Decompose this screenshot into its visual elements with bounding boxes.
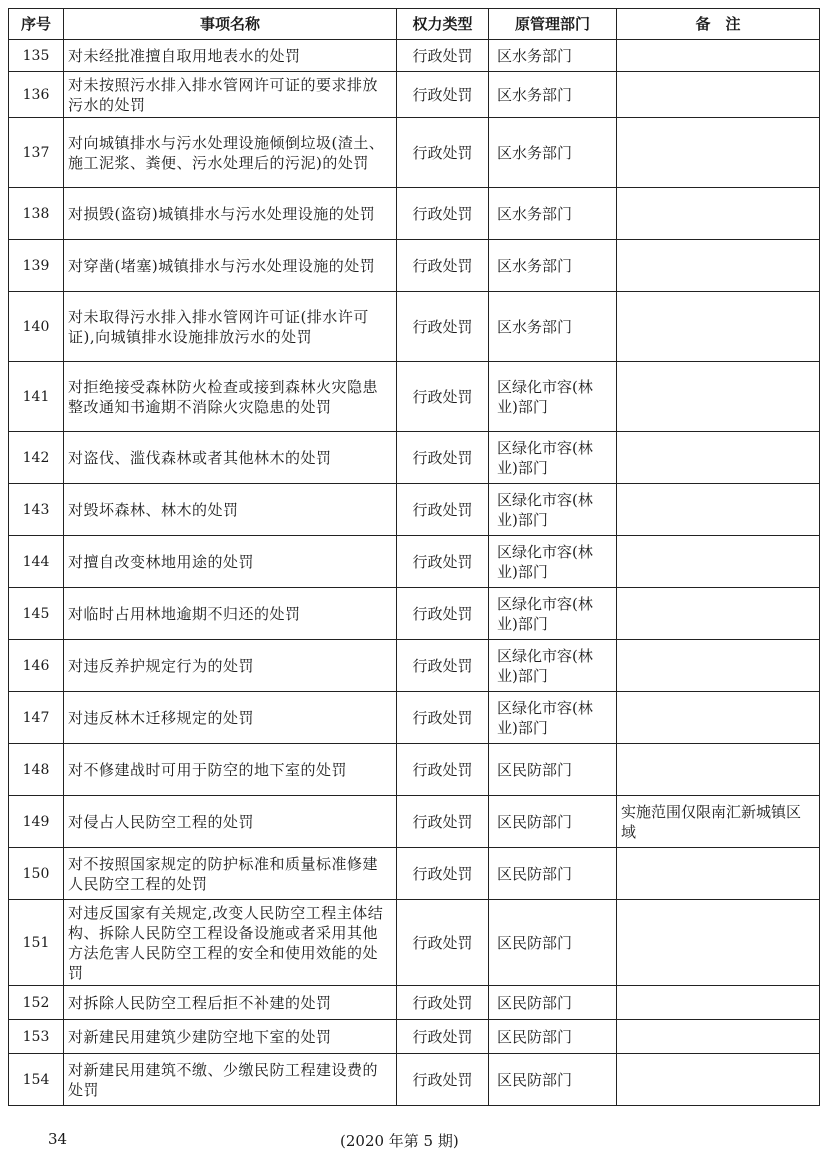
- remarks-cell: [617, 1020, 820, 1054]
- department-cell: 区民防部门: [489, 796, 617, 848]
- department-cell: 区民防部门: [489, 986, 617, 1020]
- power-type-cell: 行政处罚: [397, 188, 489, 240]
- department-cell: 区水务部门: [489, 40, 617, 72]
- administrative-penalty-table: [8, 8, 820, 1106]
- table-row: [9, 432, 820, 484]
- item-name-cell: 对擅自改变林地用途的处罚: [64, 536, 397, 588]
- item-name-cell: 对未经批准擅自取用地表水的处罚: [64, 40, 397, 72]
- power-type-cell: 行政处罚: [397, 640, 489, 692]
- department-cell: 区民防部门: [489, 1020, 617, 1054]
- serial-no-cell: 147: [9, 692, 64, 744]
- item-name-cell: 对不修建战时可用于防空的地下室的处罚: [64, 744, 397, 796]
- department-cell: 区绿化市容(林业)部门: [489, 640, 617, 692]
- department-cell: 区水务部门: [489, 240, 617, 292]
- table-row: [9, 900, 820, 986]
- table-row: [9, 362, 820, 432]
- item-name-cell: 对毁坏森林、林木的处罚: [64, 484, 397, 536]
- power-type-cell: 行政处罚: [397, 362, 489, 432]
- serial-no-cell: 145: [9, 588, 64, 640]
- item-name-cell: 对新建民用建筑少建防空地下室的处罚: [64, 1020, 397, 1054]
- remarks-cell: [617, 72, 820, 118]
- serial-no-cell: 152: [9, 986, 64, 1020]
- remarks-cell: [617, 744, 820, 796]
- table-row: [9, 188, 820, 240]
- table-row: [9, 848, 820, 900]
- item-name-cell: 对拆除人民防空工程后拒不补建的处罚: [64, 986, 397, 1020]
- serial-no-cell: 141: [9, 362, 64, 432]
- header-remarks: 备 注: [617, 9, 820, 40]
- remarks-cell: [617, 484, 820, 536]
- department-cell: 区水务部门: [489, 292, 617, 362]
- item-name-cell: 对违反林木迁移规定的处罚: [64, 692, 397, 744]
- table-row: [9, 72, 820, 118]
- remarks-cell: [617, 986, 820, 1020]
- item-name-cell: 对未按照污水排入排水管网许可证的要求排放污水的处罚: [64, 72, 397, 118]
- department-cell: 区水务部门: [489, 118, 617, 188]
- item-name-cell: 对不按照国家规定的防护标准和质量标准修建人民防空工程的处罚: [64, 848, 397, 900]
- serial-no-cell: 153: [9, 1020, 64, 1054]
- power-type-cell: 行政处罚: [397, 118, 489, 188]
- department-cell: 区绿化市容(林业)部门: [489, 484, 617, 536]
- serial-no-cell: 146: [9, 640, 64, 692]
- item-name-cell: 对新建民用建筑不缴、少缴民防工程建设费的处罚: [64, 1054, 397, 1106]
- item-name-cell: 对违反养护规定行为的处罚: [64, 640, 397, 692]
- remarks-cell: [617, 240, 820, 292]
- power-type-cell: 行政处罚: [397, 1020, 489, 1054]
- power-type-cell: 行政处罚: [397, 588, 489, 640]
- issue-label: (2020 年第 5 期): [340, 1132, 459, 1150]
- power-type-cell: 行政处罚: [397, 40, 489, 72]
- table-row: [9, 1054, 820, 1106]
- power-type-cell: 行政处罚: [397, 432, 489, 484]
- department-cell: 区绿化市容(林业)部门: [489, 692, 617, 744]
- serial-no-cell: 135: [9, 40, 64, 72]
- power-type-cell: 行政处罚: [397, 796, 489, 848]
- table-row: [9, 1020, 820, 1054]
- serial-no-cell: 137: [9, 118, 64, 188]
- serial-no-cell: 143: [9, 484, 64, 536]
- power-type-cell: 行政处罚: [397, 848, 489, 900]
- page-footer: [0, 1130, 827, 1154]
- power-type-cell: 行政处罚: [397, 240, 489, 292]
- serial-no-cell: 154: [9, 1054, 64, 1106]
- item-name-cell: 对穿凿(堵塞)城镇排水与污水处理设施的处罚: [64, 240, 397, 292]
- power-type-cell: 行政处罚: [397, 692, 489, 744]
- header-power-type: 权力类型: [397, 9, 489, 40]
- item-name-cell: 对盗伐、滥伐森林或者其他林木的处罚: [64, 432, 397, 484]
- table-row: [9, 796, 820, 848]
- item-name-cell: 对拒绝接受森林防火检查或接到森林火灾隐患整改通知书逾期不消除火灾隐患的处罚: [64, 362, 397, 432]
- department-cell: 区民防部门: [489, 744, 617, 796]
- department-cell: 区民防部门: [489, 1054, 617, 1106]
- page-number: 34: [48, 1130, 68, 1148]
- department-cell: 区绿化市容(林业)部门: [489, 588, 617, 640]
- remarks-cell: [617, 1054, 820, 1106]
- remarks-cell: [617, 692, 820, 744]
- table-row: [9, 118, 820, 188]
- header-item-name: 事项名称: [64, 9, 397, 40]
- power-type-cell: 行政处罚: [397, 72, 489, 118]
- remarks-cell: [617, 536, 820, 588]
- table-row: [9, 640, 820, 692]
- table-row: [9, 692, 820, 744]
- header-serial-no: 序号: [9, 9, 64, 40]
- department-cell: 区绿化市容(林业)部门: [489, 362, 617, 432]
- department-cell: 区绿化市容(林业)部门: [489, 536, 617, 588]
- remarks-cell: [617, 848, 820, 900]
- remarks-cell: [617, 40, 820, 72]
- power-type-cell: 行政处罚: [397, 292, 489, 362]
- item-name-cell: 对损毁(盗窃)城镇排水与污水处理设施的处罚: [64, 188, 397, 240]
- department-cell: 区水务部门: [489, 72, 617, 118]
- remarks-cell: [617, 362, 820, 432]
- serial-no-cell: 140: [9, 292, 64, 362]
- table-row: [9, 240, 820, 292]
- table-body: [9, 40, 820, 1106]
- serial-no-cell: 148: [9, 744, 64, 796]
- table-row: [9, 40, 820, 72]
- department-cell: 区绿化市容(林业)部门: [489, 432, 617, 484]
- power-type-cell: 行政处罚: [397, 986, 489, 1020]
- power-type-cell: 行政处罚: [397, 744, 489, 796]
- item-name-cell: 对未取得污水排入排水管网许可证(排水许可证),向城镇排水设施排放污水的处罚: [64, 292, 397, 362]
- remarks-cell: [617, 118, 820, 188]
- department-cell: 区民防部门: [489, 900, 617, 986]
- header-row: [9, 9, 820, 40]
- power-type-cell: 行政处罚: [397, 536, 489, 588]
- power-type-cell: 行政处罚: [397, 900, 489, 986]
- serial-no-cell: 144: [9, 536, 64, 588]
- serial-no-cell: 150: [9, 848, 64, 900]
- header-original-department: 原管理部门: [489, 9, 617, 40]
- item-name-cell: 对临时占用林地逾期不归还的处罚: [64, 588, 397, 640]
- department-cell: 区水务部门: [489, 188, 617, 240]
- serial-no-cell: 142: [9, 432, 64, 484]
- table-row: [9, 484, 820, 536]
- remarks-cell: 实施范围仅限南汇新城镇区域: [617, 796, 820, 848]
- item-name-cell: 对向城镇排水与污水处理设施倾倒垃圾(渣土、施工泥浆、粪便、污水处理后的污泥)的处罚: [64, 118, 397, 188]
- table-row: [9, 292, 820, 362]
- remarks-cell: [617, 292, 820, 362]
- serial-no-cell: 136: [9, 72, 64, 118]
- power-type-cell: 行政处罚: [397, 484, 489, 536]
- serial-no-cell: 138: [9, 188, 64, 240]
- item-name-cell: 对违反国家有关规定,改变人民防空工程主体结构、拆除人民防空工程设备设施或者采用其他方法危害人民防空工程的安全和使用效能的处罚: [64, 900, 397, 986]
- table-header: [9, 9, 820, 40]
- remarks-cell: [617, 640, 820, 692]
- item-name-cell: 对侵占人民防空工程的处罚: [64, 796, 397, 848]
- table-row: [9, 986, 820, 1020]
- table-row: [9, 536, 820, 588]
- serial-no-cell: 151: [9, 900, 64, 986]
- remarks-cell: [617, 432, 820, 484]
- remarks-cell: [617, 188, 820, 240]
- table-row: [9, 744, 820, 796]
- power-type-cell: 行政处罚: [397, 1054, 489, 1106]
- serial-no-cell: 139: [9, 240, 64, 292]
- serial-no-cell: 149: [9, 796, 64, 848]
- table-row: [9, 588, 820, 640]
- department-cell: 区民防部门: [489, 848, 617, 900]
- remarks-cell: [617, 588, 820, 640]
- remarks-cell: [617, 900, 820, 986]
